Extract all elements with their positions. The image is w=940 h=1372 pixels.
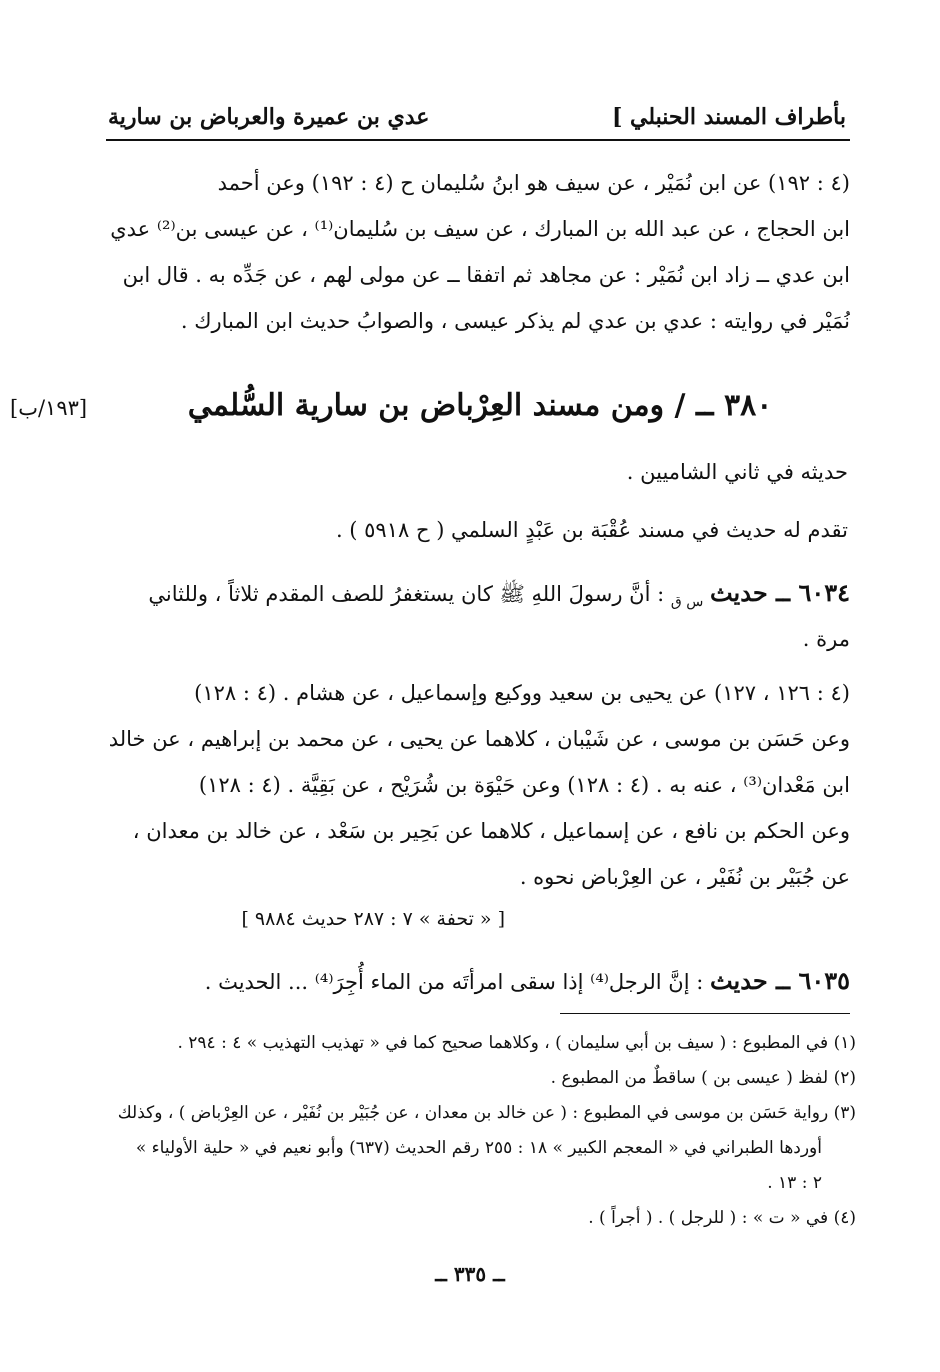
- text-line: ابن عدي ــ زاد ابن نُمَيْر : عن مجاهد ثم اتفقا ــ عن مولى لهم ، عن جَدِّه به . قال ابن: [122, 263, 850, 287]
- manuscript-folio-ref: [١٩٣/ب]: [10, 396, 88, 420]
- text-line: مرة .: [802, 627, 850, 651]
- sanad-paragraph-2: [108, 670, 850, 900]
- footnote: (١) في المطبوع : ( سيف بن أبي سليمان ) ، وكلاهما صحيح كما في « تهذيب التهذيب » ٤ : ٢٩٤ .: [177, 1033, 856, 1053]
- sanad-paragraph-1: [108, 160, 850, 344]
- hadith-text: : أنَّ رسولَ اللهِ ﷺ كان يستغفرُ للصف المقدم ثلاثاً ، وللثاني: [148, 582, 665, 606]
- text-line: ابن مَعْدان⁽³⁾ ، عنه به . (٤ : ١٢٨) وعن حَيْوَة بن شُرَيْح ، عن بَقِيَّة . (٤ : ١٢٨): [198, 773, 850, 797]
- intro-line: تقدم له حديث في مسند عُقْبَة بن عَبْدٍ السلمي ( ح ٥٩١٨ ) .: [335, 518, 848, 542]
- header-rule: [106, 139, 850, 141]
- text-line: [108, 570, 850, 616]
- text-line: (٤ : ١٢٦ ، ١٢٧) عن يحيى بن سعيد ووكيع وإسماعيل ، عن هشام . (٤ : ١٢٨): [194, 681, 850, 705]
- footnotes: [108, 1026, 856, 1236]
- hadith-number: ٦٠٣٤ ــ حديث: [709, 578, 850, 607]
- hadith-6035: [108, 958, 850, 1004]
- running-header-book-title: بأطراف المسند الحنبلي ]: [611, 104, 846, 130]
- running-header-section: عدي بن عميرة والعرباض بن سارية: [108, 104, 430, 130]
- hadith-text: : إنَّ الرجل⁽⁴⁾ إذا سقى امرأتَه من الماء أُجِرَ⁽⁴⁾ ... الحديث .: [204, 970, 704, 994]
- text-line: (٤ : ١٩٢) عن ابن نُمَيْر ، عن سيف هو ابنُ سُليمان ح (٤ : ١٩٢) وعن أحمد: [217, 171, 850, 195]
- tuhfa-reference: [ « تحفة » ٧ : ٢٨٧ حديث ٩٨٨٤ ]: [241, 908, 505, 930]
- footnote: (٤) في « ت » : ( للرجل ) . ( أجراً ) .: [588, 1208, 856, 1228]
- footnote: (٢) لفظ ( عيسى بن ) ساقطٌ من المطبوع .: [550, 1068, 856, 1088]
- text-line: وعن حَسَن بن موسى ، عن شَيْبان ، كلاهما عن يحيى ، عن محمد بن إبراهيم ، عن خالد: [108, 727, 850, 751]
- footnote-rule: [560, 1013, 850, 1014]
- footnote-continuation: أوردها الطبراني في « المعجم الكبير » ١٨ : ٢٥٥ رقم الحديث (٦٣٧) وأبو نعيم في « حلية الأولياء »: [135, 1138, 822, 1158]
- footnote: (٣) رواية حَسَن بن موسى في المطبوع : ( عن خالد بن معدان ، عن جُبَيْر بن نُفَيْر ، عن العِرْباض ) ، وكذلك: [117, 1103, 856, 1123]
- text-line: ابن الحجاج ، عن عبد الله بن المبارك ، عن سيف بن سُليمان⁽¹⁾ ، عن عيسى بن⁽²⁾ عدي: [110, 217, 850, 241]
- page-number: ــ ٣٣٥ ــ: [435, 1262, 505, 1286]
- section-title: ٣٨٠ ــ / ومن مسند العِرْباض بن سارية السُّلمي: [187, 388, 773, 423]
- text-line: نُمَيْر في روايته : عدي بن عدي لم يذكر عيسى ، والصوابُ حديث ابن المبارك .: [180, 309, 850, 333]
- footnote-continuation: ٢ : ١٣ .: [767, 1173, 822, 1193]
- text-line: وعن الحكم بن نافع ، عن إسماعيل ، كلاهما عن بَحِير بن سَعْد ، عن خالد بن معدان ،: [132, 819, 850, 843]
- hadith-6034: [108, 570, 850, 662]
- text-line: [108, 958, 850, 1004]
- intro-line: حديثه في ثاني الشاميين .: [626, 460, 848, 484]
- text-line: عن جُبَيْر بن نُفَيْر ، عن العِرْباض نحوه .: [519, 865, 850, 889]
- hadith-number: ٦٠٣٥ ــ حديث: [709, 966, 850, 995]
- hadith-siglum: س ق: [670, 594, 704, 611]
